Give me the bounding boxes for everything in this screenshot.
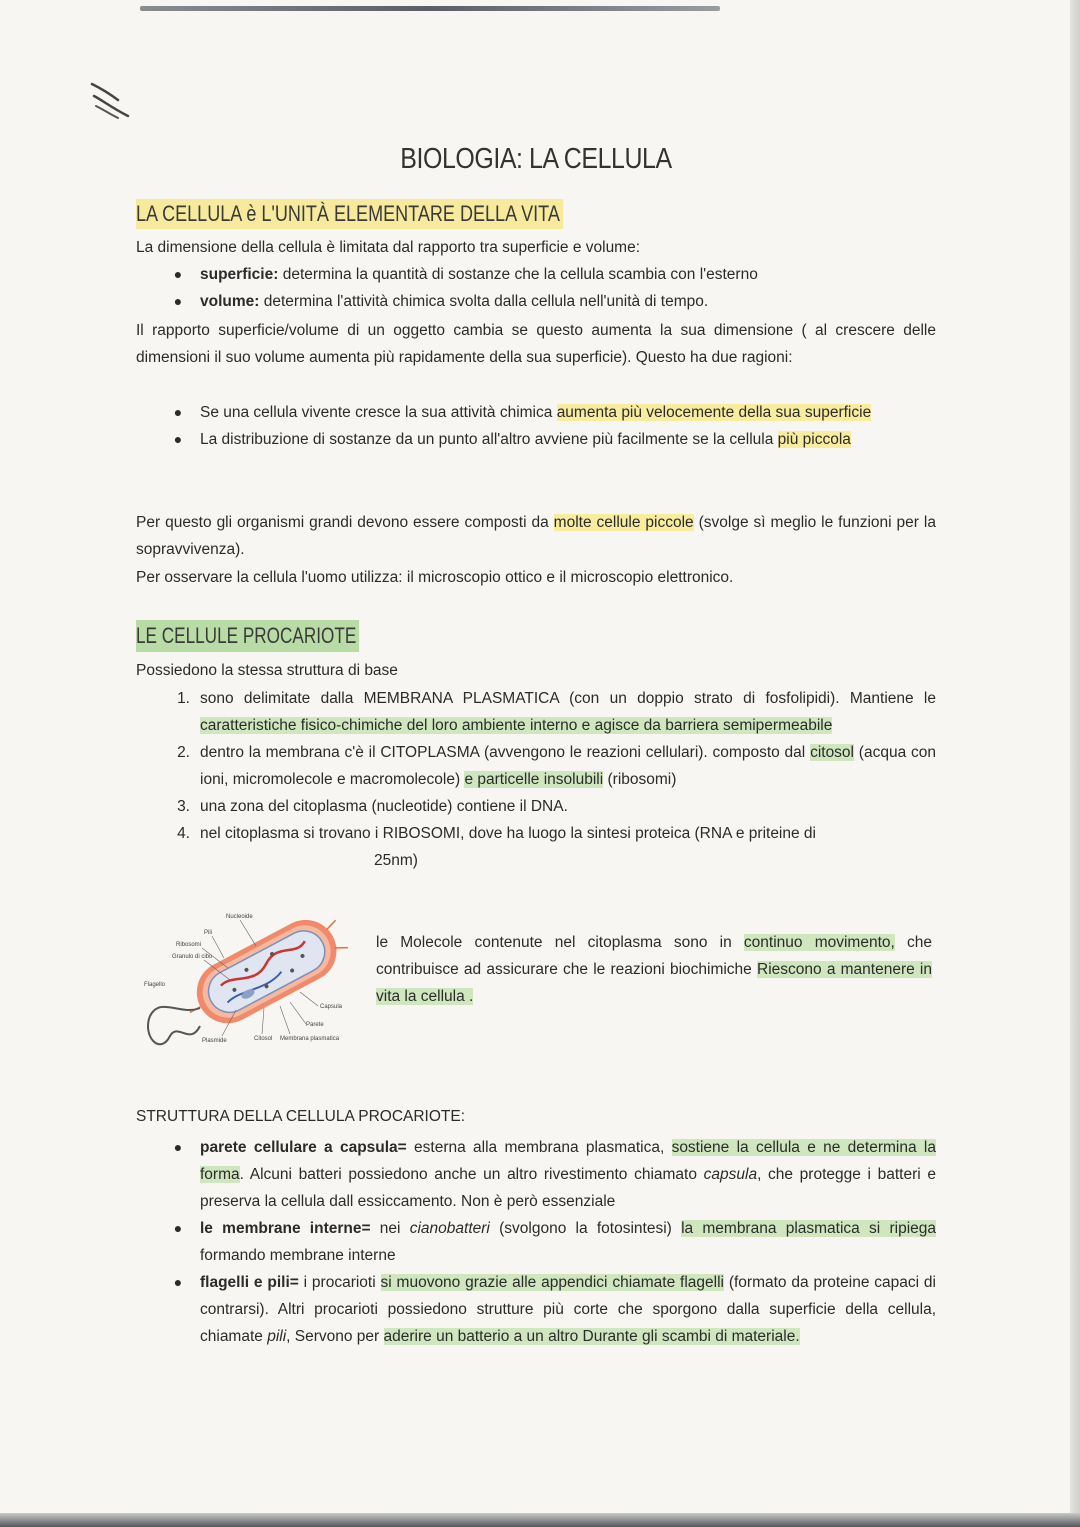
top-edge-bar — [140, 6, 720, 11]
right-page-edge — [1070, 0, 1080, 1527]
procariote-intro: Possiedono la stessa struttura di base — [136, 662, 398, 679]
list-item: ● superficie: determina la quantità di sostanze che la cellula scambia con l'esterno — [173, 266, 758, 283]
prokaryotic-cell-diagram — [140, 906, 362, 1066]
label-ribosomi: Ribosomi — [176, 942, 202, 948]
list-item: ● parete cellulare a capsula= esterna alla membrana plasmatica, sostiene la cellula e ne determina la forma. Alcuni batteri possiedono anche un altro rivestimento chiamato capsula, che protegge i batteri e preserva la cellula dall essiccamento. Non è però essenziale — [173, 1139, 936, 1210]
list-item: 2. dentro la membrana c'è il CITOPLASMA (avvengono le reazioni cellulari). composto dal citosol (acqua con ioni, micromolecole e macromolecole) e particelle insolubili (ribosomi) — [177, 744, 937, 788]
ratio-paragraph: Il rapporto superficie/volume di un oggetto cambia se questo aumenta la sua dimensione ( al crescere delle dimensioni il suo volume aumenta più rapidamente della sua superficie). Questo ha due ragioni: — [136, 322, 936, 366]
label-nucleoide: Nucleoide — [226, 914, 253, 920]
label-membrana: Membrana plasmatica — [280, 1036, 340, 1042]
list-item: ● volume: determina l'attività chimica svolta dalla cellula nell'unità di tempo. — [173, 293, 709, 310]
surface-volume-list — [136, 261, 936, 315]
section-heading-procariote: LE CELLULE PROCARIOTE — [136, 620, 359, 652]
label-plasmide: Plasmide — [202, 1038, 227, 1044]
section-heading-cellula: LA CELLULA è L'UNITÀ ELEMENTARE DELLA VITA — [136, 199, 563, 229]
molecules-paragraph: le Molecole contenute nel citoplasma sono in continuo movimento, che contribuisce ad assicurare che le reazioni biochimiche Riescono a mantenere in vita la cellula . — [376, 934, 932, 1005]
label-capsula: Capsula — [320, 1004, 343, 1010]
list-item: ● flagelli e pili= i procarioti si muovono grazie alle appendici chiamate flagelli (formato da proteine capaci di contrarsi). Altri procarioti possiedono strutture più corte che sporgono dalla superficie della cellula, chiamate pili, Servono per aderire un batterio a un altro Durante gli scambi di materiale. — [173, 1274, 936, 1345]
bottom-edge-bar — [0, 1513, 1080, 1527]
label-parete: Parete — [306, 1022, 324, 1028]
list-item: 1. sono delimitate dalla MEMBRANA PLASMATICA (con un doppio strato di fosfolipidi). Mantiene le caratteristiche fisico-chimiche del loro ambiente interno e agisce da barriera semipermeabile — [177, 690, 936, 734]
list-item: 3. una zona del citoplasma (nucleotide) contiene il DNA. — [177, 798, 568, 815]
struct-heading: STRUTTURA DELLA CELLULA PROCARIOTE: — [136, 1108, 466, 1125]
label-citosol: Citosol — [254, 1036, 273, 1042]
list-item: 4. nel citoplasma si trovano i RIBOSOMI, dove ha luogo la sintesi proteica (RNA e priteine di 25nm) — [177, 825, 816, 869]
list-item: ● le membrane interne= nei cianobatteri (svolgono la fotosintesi) la membrana plasmatica si ripiega formando membrane interne — [173, 1220, 936, 1264]
list-item: ● La distribuzione di sostanze da un punto all'altro avviene più facilmente se la cellula più piccola — [173, 431, 851, 448]
label-pili: Pili — [204, 930, 213, 936]
struct-list — [136, 1134, 936, 1350]
intro-paragraph: La dimensione della cellula è limitata dal rapporto tra superficie e volume: — [136, 239, 641, 256]
pen-mark-icon — [88, 78, 138, 122]
page-title: BIOLOGIA: LA CELLULA — [400, 143, 672, 175]
reasons-list — [136, 399, 936, 453]
label-granulo: Granulo di cibo — [172, 954, 213, 960]
procariote-structure-list — [136, 685, 936, 874]
microscope-paragraph: Per osservare la cellula l'uomo utilizza: il microscopio ottico e il microscopio elettronico. — [136, 569, 734, 586]
list-item: ● Se una cellula vivente cresce la sua attività chimica aumenta più velocemente della sua superficie — [173, 404, 872, 421]
organisms-paragraph: Per questo gli organismi grandi devono essere composti da molte cellule piccole (svolge sì meglio le funzioni per la sopravvivenza). — [136, 514, 936, 558]
label-flagello: Flagello — [144, 982, 166, 988]
